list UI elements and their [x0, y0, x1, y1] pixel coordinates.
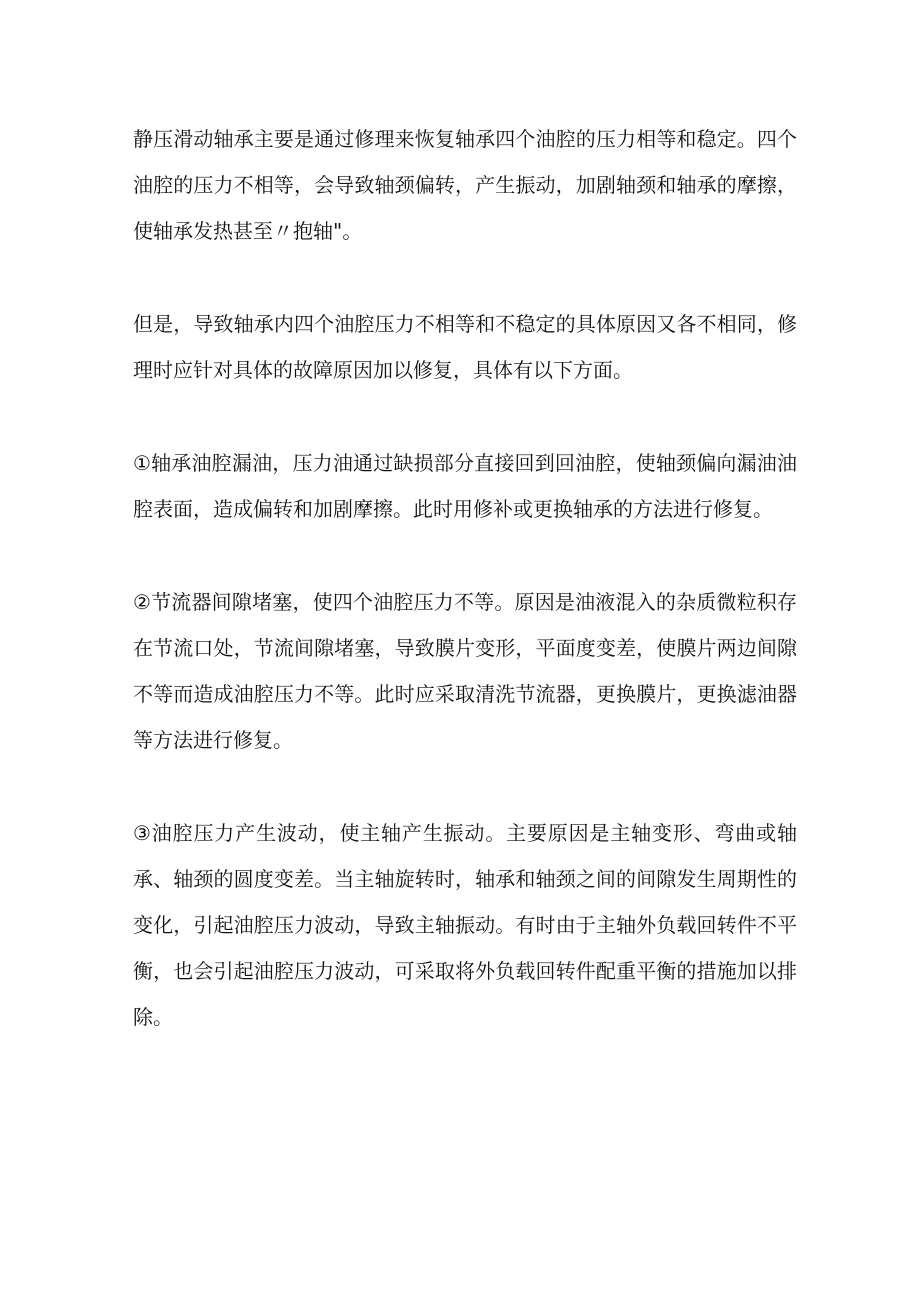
paragraph-item-1: ①轴承油腔漏油，压力油通过缺损部分直接回到回油腔，使轴颈偏向漏油油腔表面，造成偏转和加剧摩擦。此时用修补或更换轴承的方法进行修复。 [133, 451, 797, 521]
document-body [133, 116, 797, 1040]
paragraph-item-3: ③油腔压力产生波动，使主轴产生振动。主要原因是主轴变形、弯曲或轴承、轴颈的圆度变差。当主轴旋转时，轴承和轴颈之间的间隙发生周期性的变化，引起油腔压力波动，导致主轴振动。有时由于主轴外负载回转件不平衡，也会引起油腔压力波动，可采取将外负载回转件配重平衡的措施加以排除。 [133, 821, 797, 1029]
paragraph-intro: 静压滑动轴承主要是通过修理来恢复轴承四个油腔的压力相等和稳定。四个油腔的压力不相等，会导致轴颈偏转，产生振动，加剧轴颈和轴承的摩擦，使轴承发热甚至〃抱轴"。 [133, 127, 797, 243]
paragraph-causes: 但是，导致轴承内四个油腔压力不相等和不稳定的具体原因又各不相同，修理时应针对具体的故障原因加以修复，具体有以下方面。 [133, 312, 797, 382]
paragraph-item-2: ②节流器间隙堵塞，使四个油腔压力不等。原因是油液混入的杂质微粒积存在节流口处，节流间隙堵塞，导致膜片变形，平面度变差，使膜片两边间隙不等而造成油腔压力不等。此时应采取清洗节流器，更换膜片，更换滤油器等方法进行修复。 [133, 590, 797, 752]
